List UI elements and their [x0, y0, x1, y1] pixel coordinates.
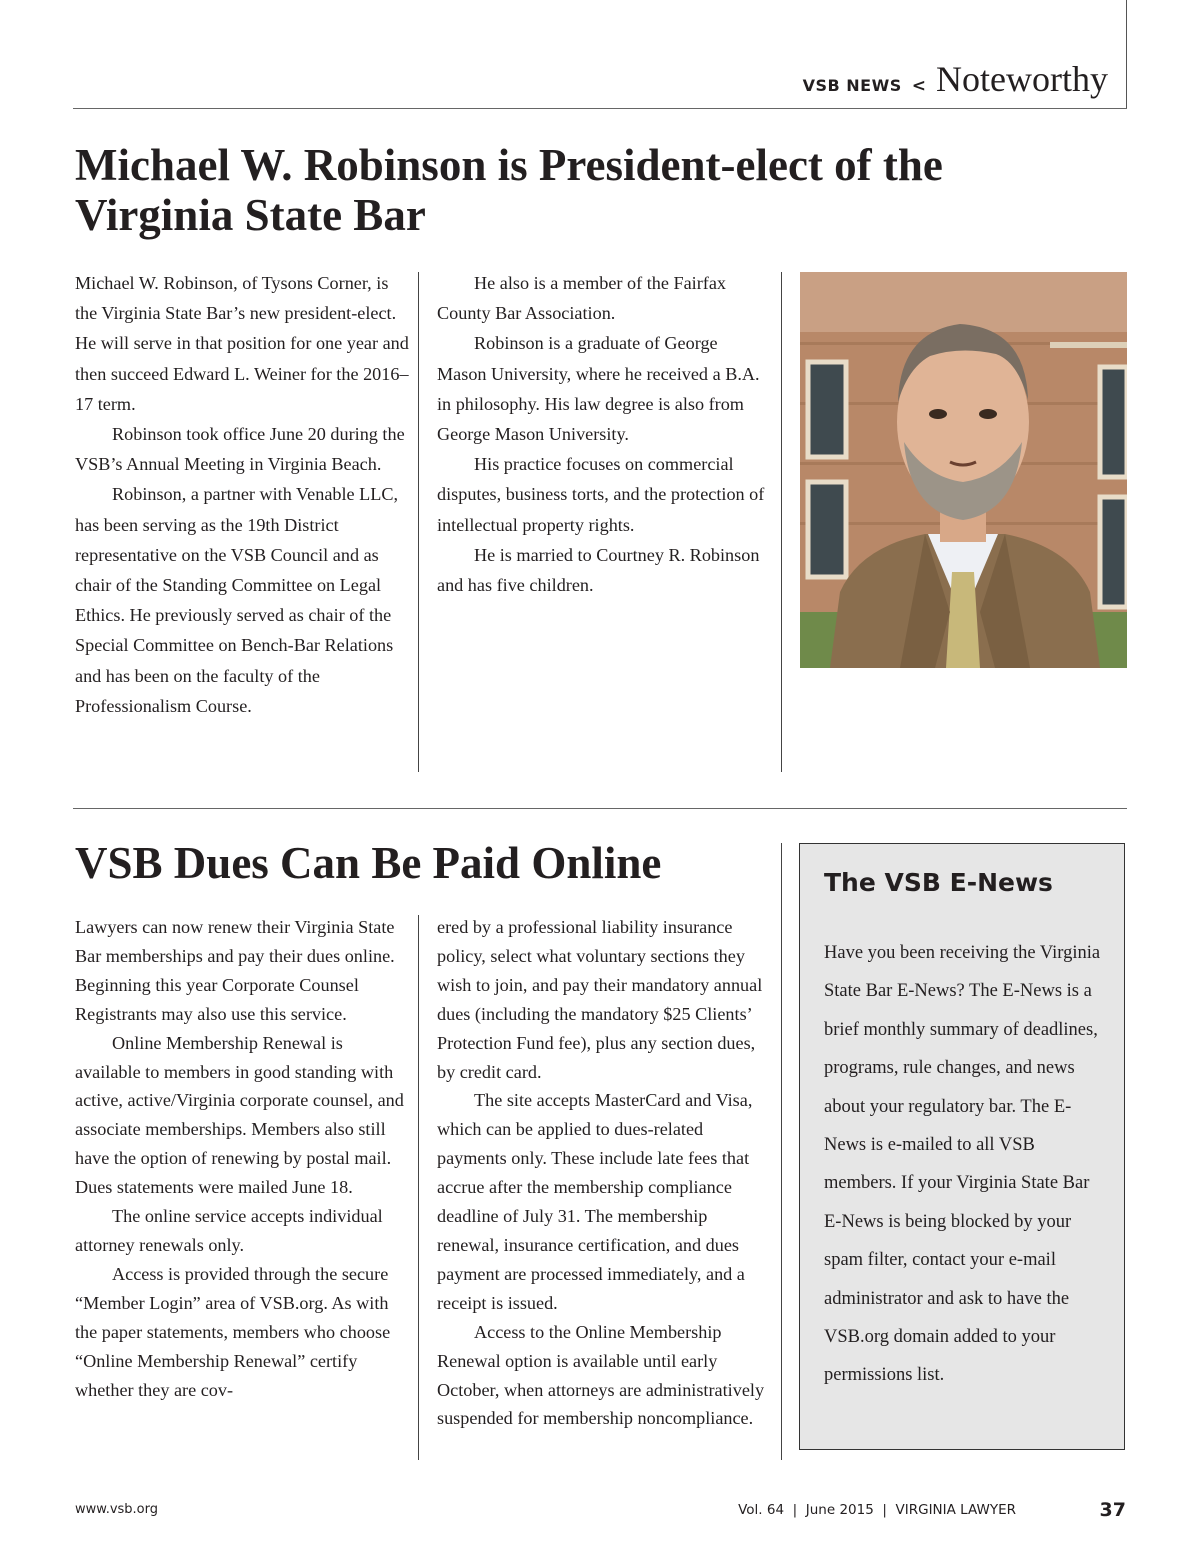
header-section: VSB NEWS	[802, 76, 902, 95]
running-header	[803, 58, 1108, 100]
article1-column-1	[75, 268, 415, 721]
footer-issue-info: Vol. 64 | June 2015 | VIRGINIA LAWYER	[738, 1502, 1016, 1518]
article2-paragraph: Access is provided through the secure “Member Login” area of VSB.org. As with the paper statements, members who choose “Online Membership Renewal” certify whether they are cov-	[75, 1263, 391, 1400]
article2-column-1	[75, 913, 405, 1404]
header-department: Noteworthy	[936, 59, 1108, 99]
article1-paragraph: Robinson took office June 20 during the VSB’s Annual Meeting in Virginia Beach.	[75, 424, 405, 475]
article1-paragraph: He is married to Courtney R. Robinson and has five children.	[437, 544, 760, 596]
article2-title: VSB Dues Can Be Paid Online	[75, 838, 662, 888]
header-vertical-rule	[1126, 0, 1127, 108]
article1-paragraph: Michael W. Robinson, of Tysons Corner, is the Virginia State Bar’s new president-elect. He will serve in that position for one year and then succeed Edward L. Weiner for the 2016–17 term.	[75, 273, 409, 414]
article2-paragraph: Online Membership Renewal is available to members in good standing with active, active/Virginia corporate counsel, and associate memberships. Members also still have the option of renewing by postal mail. Dues statements were mailed June 18.	[75, 1032, 404, 1198]
portrait-illustration	[800, 272, 1127, 668]
footer-url: www.vsb.org	[75, 1502, 159, 1517]
article2-paragraph: Access to the Online Membership Renewal option is available until early October, when attorneys are administratively suspended for membership noncompliance.	[437, 1321, 765, 1429]
sidebar-body: Have you been receiving the Virginia State Bar E-News? The E-News is a brief monthly summary of deadlines, programs, rule changes, and news about your regulatory bar. The E-News is e-mailed to all VSB members. If your Virginia State Bar E-News is being blocked by your spam filter, contact your e-mail administrator and ask to have the VSB.org domain added to your permissions list.	[824, 943, 1101, 1386]
article1-paragraph: Robinson is a graduate of George Mason University, where he received a B.A. in philosophy. His law degree is also from George Mason University.	[437, 333, 760, 445]
article2-paragraph: Lawyers can now renew their Virginia State Bar memberships and pay their dues online. Beginning this year Corporate Counsel Registrants may also use this service.	[75, 917, 395, 1024]
column-divider	[781, 272, 782, 772]
article1-title: Michael W. Robinson is President-elect of the Virginia State Bar	[75, 140, 943, 240]
article2-paragraph: The site accepts MasterCard and Visa, which can be applied to dues-related payments only. These include late fees that accrue after the membership compliance deadline of July 31. The membership renewal, insurance certification, and dues payment are processed immediately, and a receipt is issued.	[437, 1090, 753, 1313]
article1-paragraph: He also is a member of the Fairfax County Bar Association.	[437, 273, 727, 324]
article1-column-2	[437, 268, 767, 600]
column-divider	[418, 915, 419, 1460]
portrait-photo	[800, 272, 1127, 668]
article2-column-2	[437, 913, 771, 1433]
sidebar-title: The VSB E-News	[824, 868, 1053, 897]
section-rule	[73, 808, 1127, 809]
header-rule	[73, 108, 1127, 109]
column-divider	[418, 272, 419, 772]
enews-sidebar	[799, 843, 1125, 1450]
article2-paragraph: ered by a professional liability insurance policy, select what voluntary sections they wish to join, and pay their mandatory annual dues (including the mandatory $25 Clients’ Protection Fund fee), plus any section dues, by credit card.	[437, 917, 763, 1082]
column-divider	[781, 843, 782, 1460]
header-separator: <	[911, 76, 927, 96]
article1-paragraph: Robinson, a partner with Venable LLC, has been serving as the 19th District representative on the VSB Council and as chair of the Standing Committee on Legal Ethics. He previously served as chair of the Special Committee on Bench-Bar Relations and has been on the faculty of the Professionalism Course.	[75, 484, 399, 716]
article2-paragraph: The online service accepts individual attorney renewals only.	[75, 1206, 383, 1255]
page-number: 37	[1099, 1499, 1126, 1521]
article1-paragraph: His practice focuses on commercial disputes, business torts, and the protection of intellectual property rights.	[437, 454, 765, 535]
